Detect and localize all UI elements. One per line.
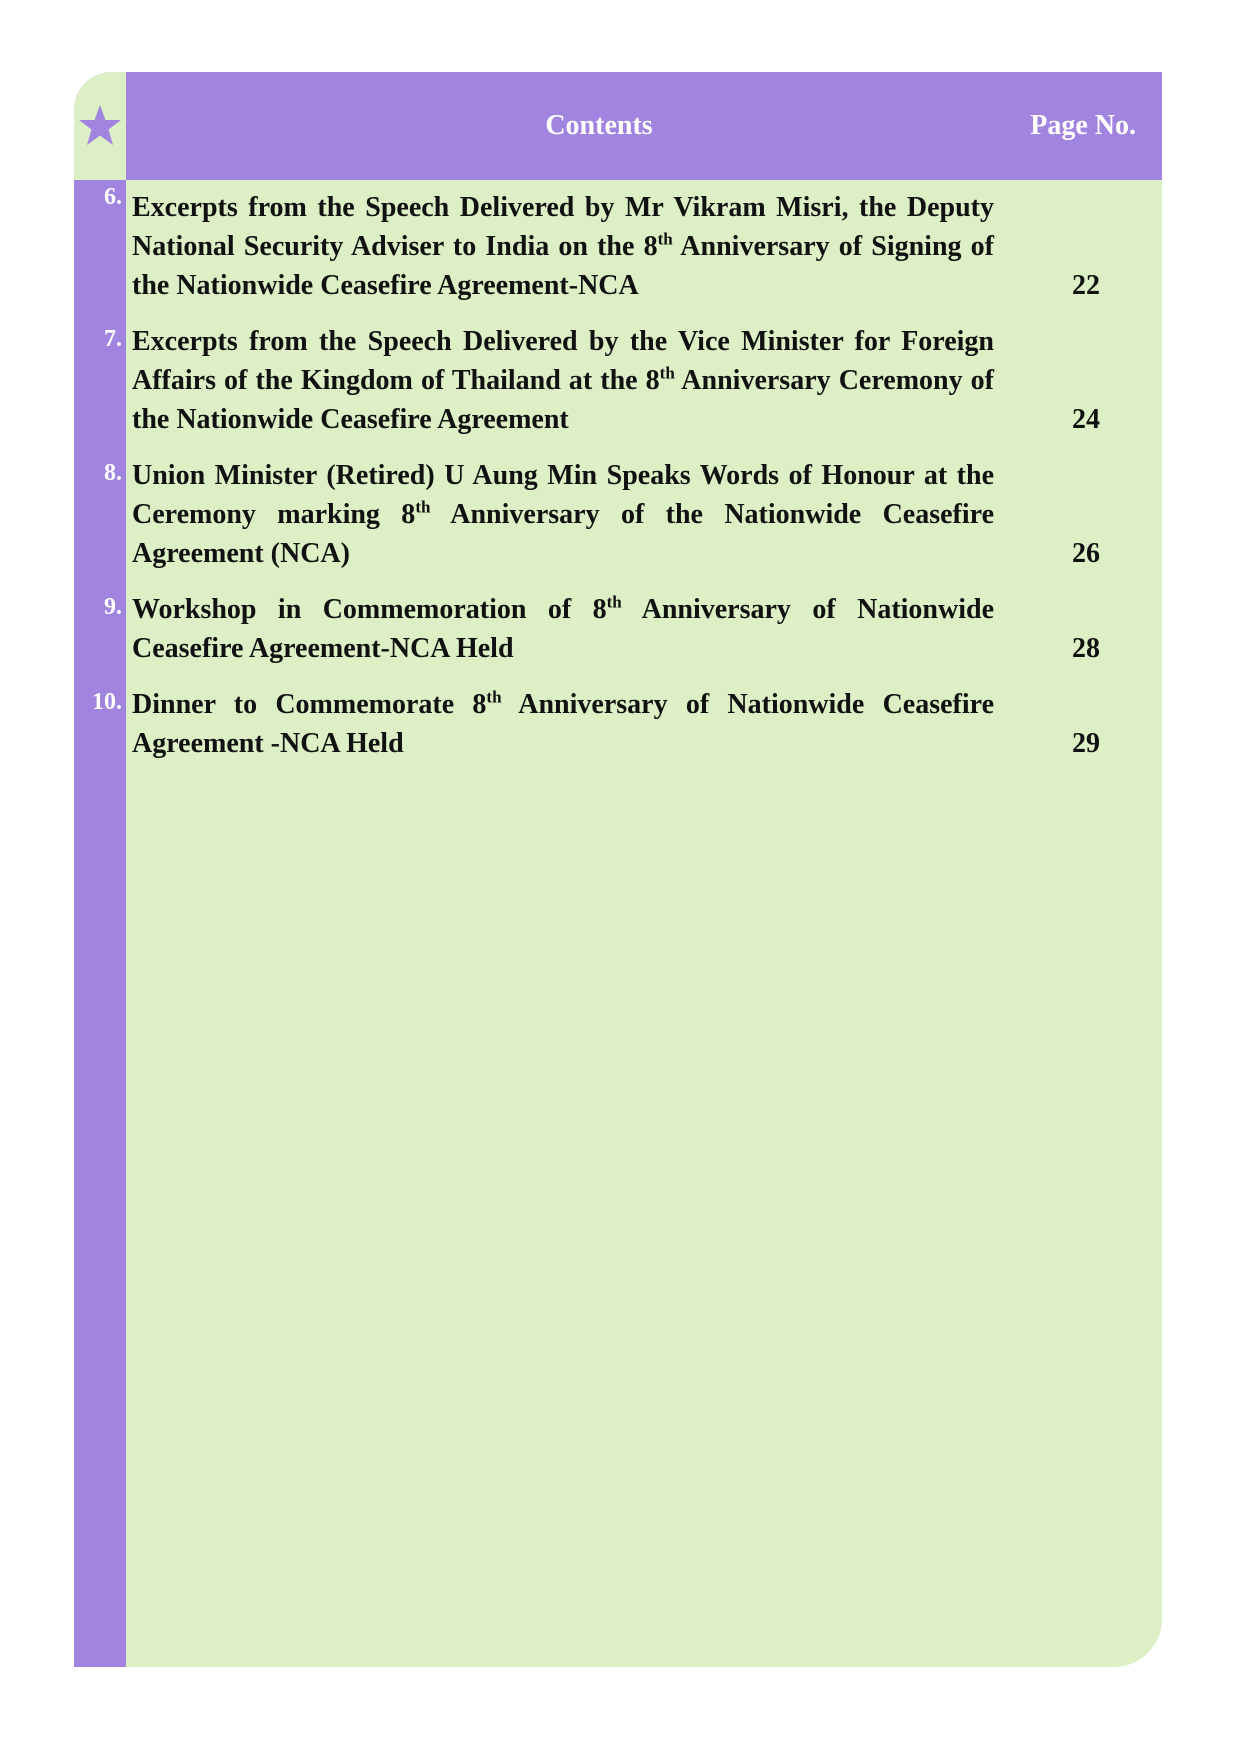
toc-entry[interactable] <box>74 456 1162 573</box>
toc-entry[interactable] <box>74 685 1162 763</box>
toc-entry[interactable] <box>74 590 1162 668</box>
entry-number: 6. <box>104 184 122 210</box>
entry-page-number: 26 <box>1072 538 1100 569</box>
star-icon <box>77 103 123 149</box>
contents-heading: Contents <box>545 110 653 141</box>
entry-page-number: 24 <box>1072 404 1100 435</box>
entry-page-number: 28 <box>1072 633 1100 664</box>
entry-number: 9. <box>104 594 122 620</box>
contents-header <box>126 72 1162 180</box>
corner-badge <box>74 72 126 180</box>
entry-title: Union Minister (Retired) U Aung Min Speaks Words of Honour at the Ceremony marking 8th Anniversary of the Nationwide Ceasefire Agreement (NCA) <box>132 460 995 569</box>
entry-title: Excerpts from the Speech Delivered by the Vice Minister for Foreign Affairs of the Kingdom of Thailand at the 8th Anniversary Ceremony of the Nationwide Ceasefire Agreement <box>132 326 994 435</box>
entry-number: 8. <box>104 460 122 486</box>
toc-entry[interactable] <box>74 180 1162 305</box>
toc-entry[interactable] <box>74 322 1162 439</box>
entry-title: Dinner to Commemorate 8th Anniversary of Nationwide Ceasefire Agreement -NCA Held <box>132 687 994 759</box>
entry-number: 7. <box>104 326 122 352</box>
page-no-heading: Page No. <box>1030 110 1136 141</box>
contents-panel <box>74 72 1162 1667</box>
entry-page-number: 29 <box>1072 728 1100 759</box>
entry-title: Excerpts from the Speech Delivered by Mr Vikram Misri, the Deputy National Security Adviser to India on the 8th Anniversary of Signing of the Nationwide Ceasefire Agreement-NCA <box>132 192 995 301</box>
toc-list <box>74 180 1162 780</box>
entry-title: Workshop in Commemoration of 8th Anniversary of Nationwide Ceasefire Agreement-NCA Held <box>132 592 994 664</box>
entry-page-number: 22 <box>1072 270 1100 301</box>
entry-number: 10. <box>92 689 122 715</box>
